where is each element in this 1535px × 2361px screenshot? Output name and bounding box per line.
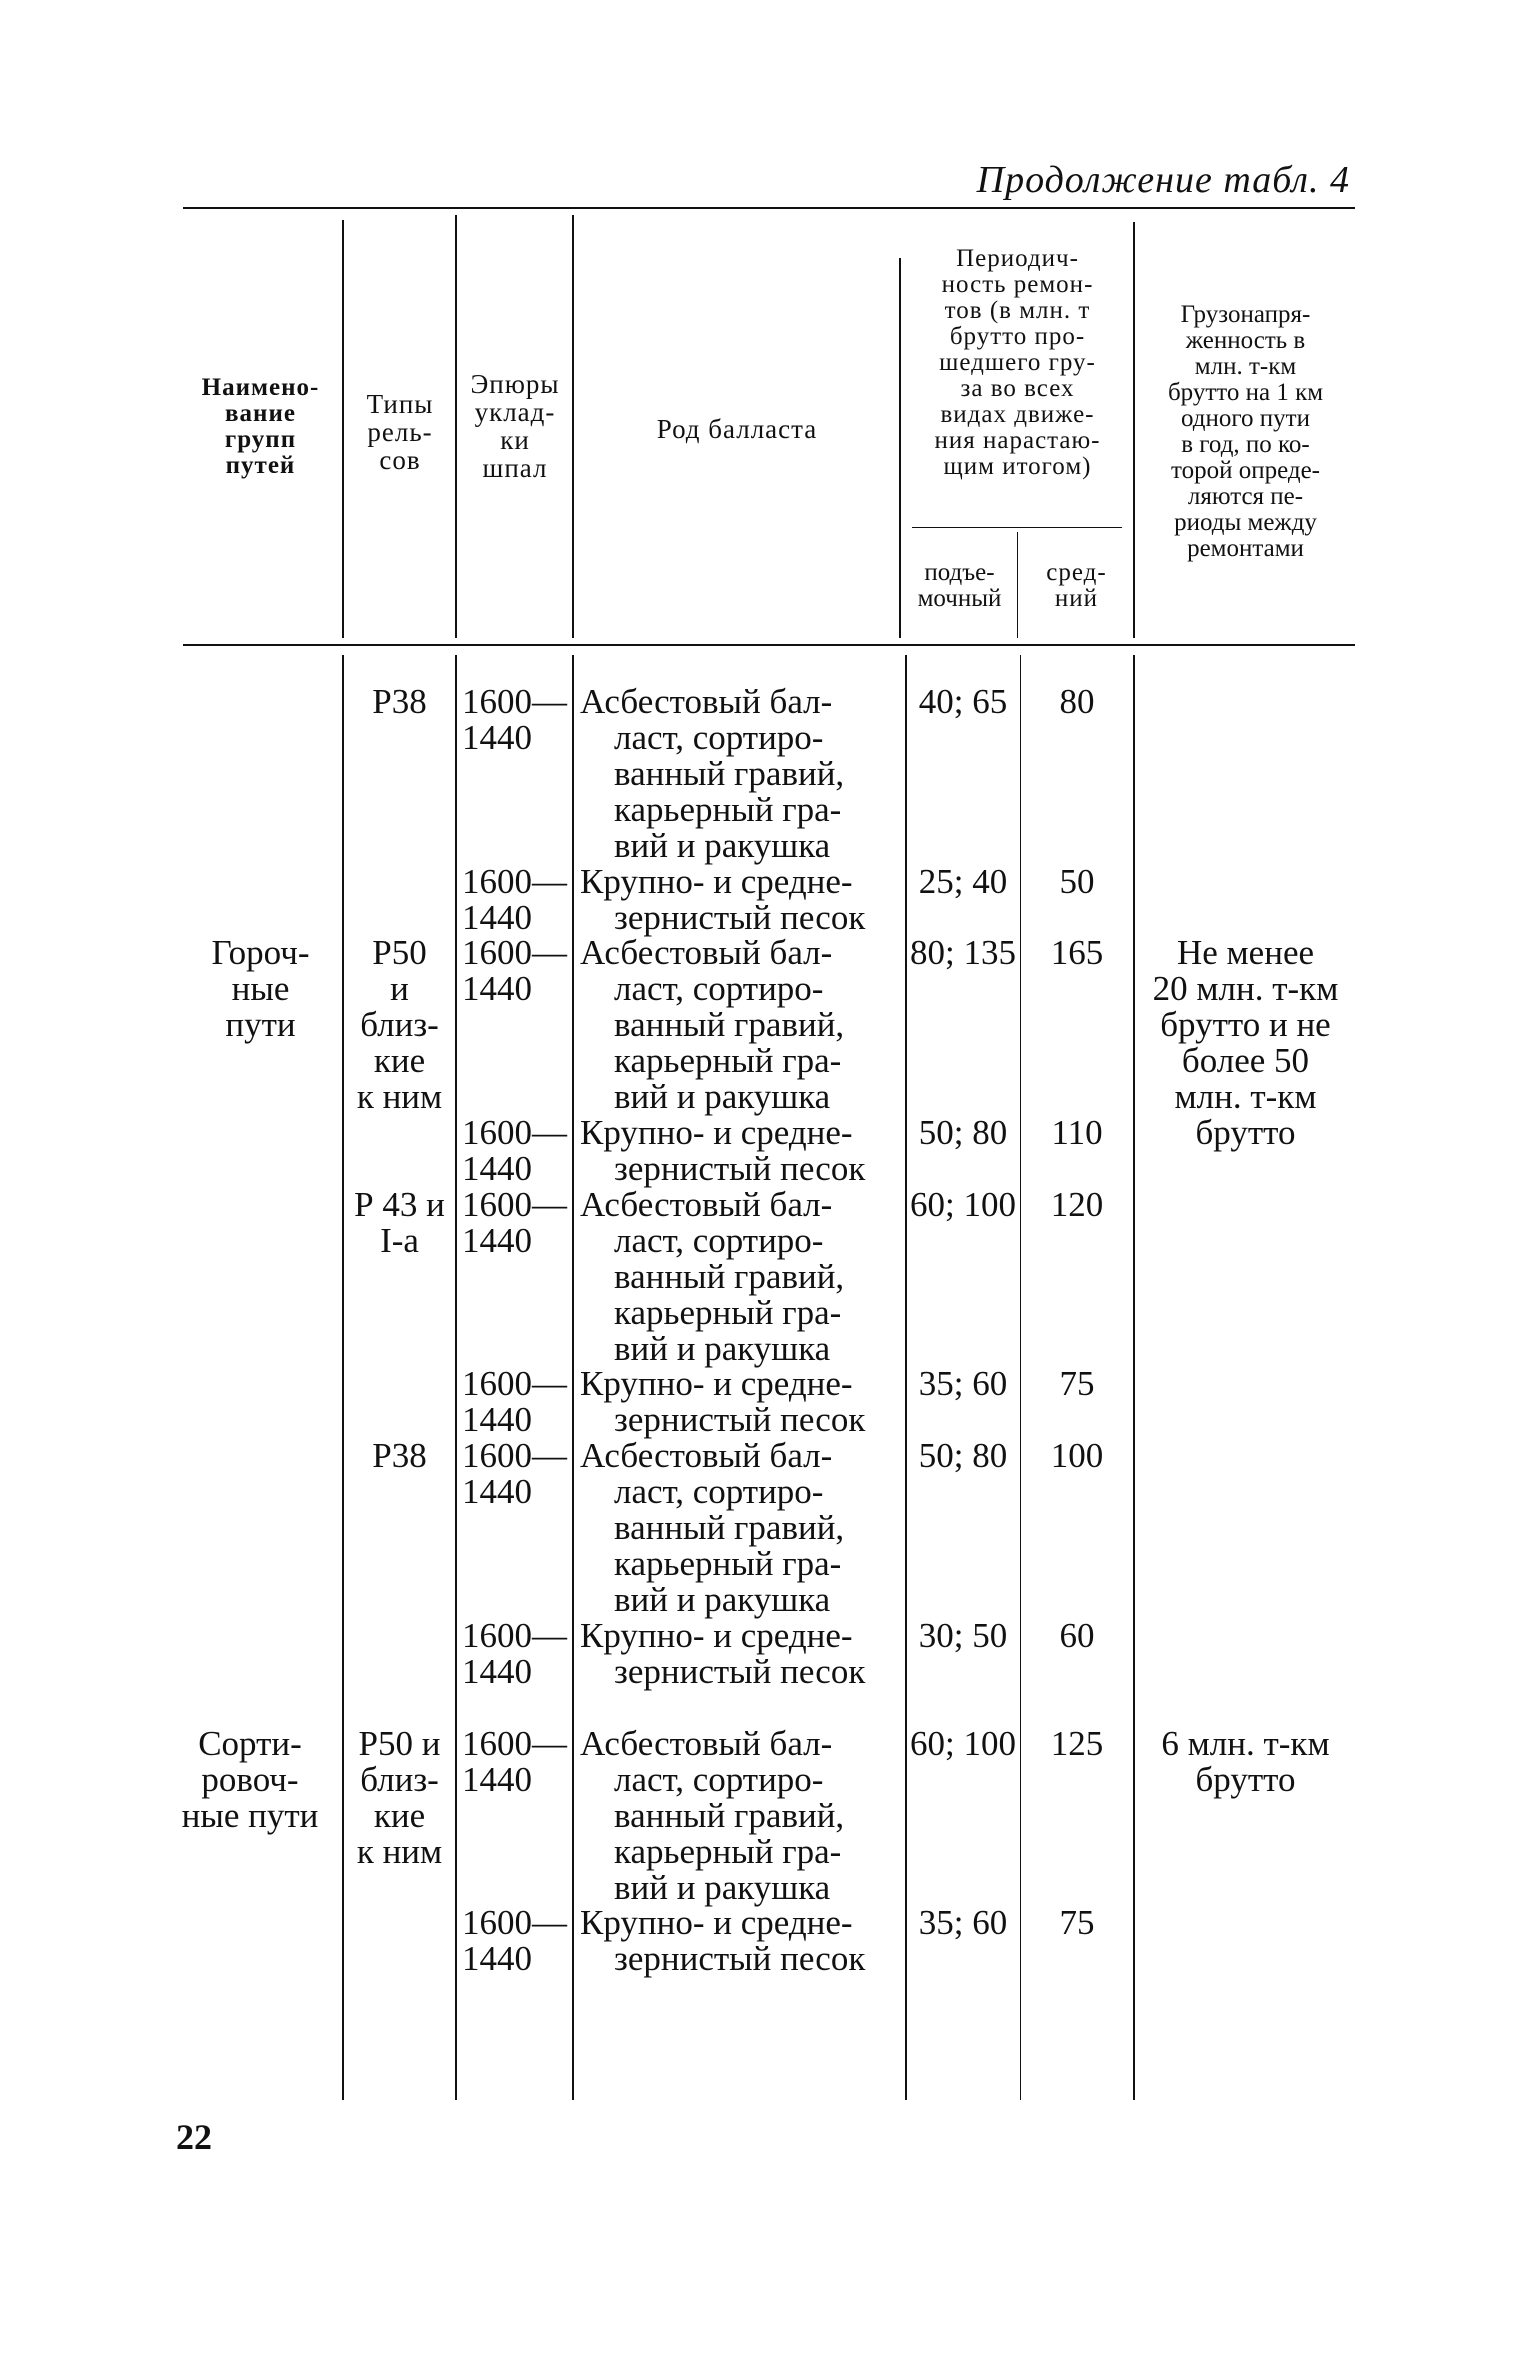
ballast-sand: Крупно- и средне- зернистый песок <box>580 1113 866 1188</box>
load-intensity-hump: Не менее 20 млн. т-км брутто и не более 50 млн. т-км брутто <box>1152 933 1339 1152</box>
group-name-sorting-tracks: Сорти- ровоч- ные пути <box>181 1724 319 1835</box>
ballast-sand: Крупно- и средне- зернистый песок <box>580 1616 866 1691</box>
rail-type: Р50 и близ- кие к ним <box>356 933 443 1116</box>
header-bottom-rule <box>183 644 1355 646</box>
header-rails: Типы рель- сов <box>366 389 434 475</box>
ballast-asbestos: Асбестовый бал- ласт, сортиро- ванный гравий, карьерный гра- вий и ракушка <box>580 1724 845 1907</box>
sleepers-value: 1600— 1440 <box>462 933 567 1008</box>
sleepers-value: 1600— 1440 <box>462 1113 567 1188</box>
body-divider <box>1133 655 1135 2100</box>
periodicity-subrule <box>912 527 1122 528</box>
ballast-asbestos: Асбестовый бал- ласт, сортиро- ванный гравий, карьерный гра- вий и ракушка <box>580 1436 845 1619</box>
lifting-value: 35; 60 <box>918 1364 1008 1403</box>
ballast-sand: Крупно- и средне- зернистый песок <box>580 862 866 937</box>
header-periodicity: Периодич- ность ремон- тов (в млн. т брутто про- шедшего гру- за во всех видах движе- ния нарастаю- щим итогом) <box>934 245 1101 480</box>
sleepers-value: 1600— 1440 <box>462 862 567 937</box>
medium-value: 125 <box>1050 1724 1104 1763</box>
ballast-asbestos: Асбестовый бал- ласт, сортиро- ванный гравий, карьерный гра- вий и ракушка <box>580 682 845 865</box>
medium-value: 75 <box>1059 1903 1095 1942</box>
ballast-asbestos: Асбестовый бал- ласт, сортиро- ванный гравий, карьерный гра- вий и ракушка <box>580 1185 845 1368</box>
lifting-value: 35; 60 <box>918 1903 1008 1942</box>
rail-type: Р38 <box>372 682 427 721</box>
lifting-value: 50; 80 <box>918 1113 1008 1152</box>
medium-value: 100 <box>1050 1436 1104 1475</box>
medium-value: 50 <box>1059 862 1095 901</box>
lifting-value: 40; 65 <box>918 682 1008 721</box>
sleepers-value: 1600— 1440 <box>462 1903 567 1978</box>
medium-value: 75 <box>1059 1364 1095 1403</box>
header-lifting: подъе- мочный <box>917 559 1002 612</box>
rail-type: Р50 и близ- кие к ним <box>356 1724 443 1871</box>
sleepers-value: 1600— 1440 <box>462 1616 567 1691</box>
table-caption: Продолжение табл. 4 <box>976 159 1350 201</box>
body-divider <box>572 655 574 2100</box>
sleepers-value: 1600— 1440 <box>462 1364 567 1439</box>
medium-value: 110 <box>1051 1113 1103 1152</box>
top-rule <box>183 207 1355 209</box>
sleepers-value: 1600— 1440 <box>462 1436 567 1511</box>
lifting-value: 80; 135 <box>910 933 1016 972</box>
sleepers-value: 1600— 1440 <box>462 1724 567 1799</box>
page-number: 22 <box>176 2117 212 2157</box>
header-divider <box>455 215 457 638</box>
header-load: Грузонапря- женность в млн. т-км брутто на 1 км одного пути в год, по ко- торой опреде- ляются пе- риоды между ремонтами <box>1167 301 1324 562</box>
header-sleepers: Эпюры уклад- ки шпал <box>470 369 560 483</box>
rail-type: Р38 <box>372 1436 427 1475</box>
medium-value: 120 <box>1050 1185 1104 1224</box>
medium-value: 60 <box>1059 1616 1095 1655</box>
lifting-value: 50; 80 <box>918 1436 1008 1475</box>
medium-value: 80 <box>1059 682 1095 721</box>
rail-type: Р 43 и I-а <box>354 1185 445 1260</box>
lifting-value: 25; 40 <box>918 862 1008 901</box>
lifting-value: 60; 100 <box>910 1185 1016 1224</box>
lifting-value: 30; 50 <box>918 1616 1008 1655</box>
header-ballast: Род балласта <box>656 414 818 444</box>
header-group: Наимено- вание групп путей <box>201 374 320 479</box>
header-divider <box>572 215 574 638</box>
header-divider <box>1017 532 1018 638</box>
load-intensity-sorting: 6 млн. т-км брутто <box>1161 1724 1330 1799</box>
ballast-sand: Крупно- и средне- зернистый песок <box>580 1903 866 1978</box>
medium-value: 165 <box>1050 933 1104 972</box>
ballast-asbestos: Асбестовый бал- ласт, сортиро- ванный гравий, карьерный гра- вий и ракушка <box>580 933 845 1116</box>
header-divider <box>899 258 901 638</box>
sleepers-value: 1600— 1440 <box>462 682 567 757</box>
lifting-value: 60; 100 <box>910 1724 1016 1763</box>
header-medium: сред- ний <box>1046 559 1107 612</box>
sleepers-value: 1600— 1440 <box>462 1185 567 1260</box>
ballast-sand: Крупно- и средне- зернистый песок <box>580 1364 866 1439</box>
group-name-hump-tracks: Гороч- ные пути <box>211 933 310 1044</box>
header-divider <box>342 220 344 638</box>
body-divider <box>455 655 457 2100</box>
header-divider <box>1133 222 1135 638</box>
body-divider <box>342 655 344 2100</box>
